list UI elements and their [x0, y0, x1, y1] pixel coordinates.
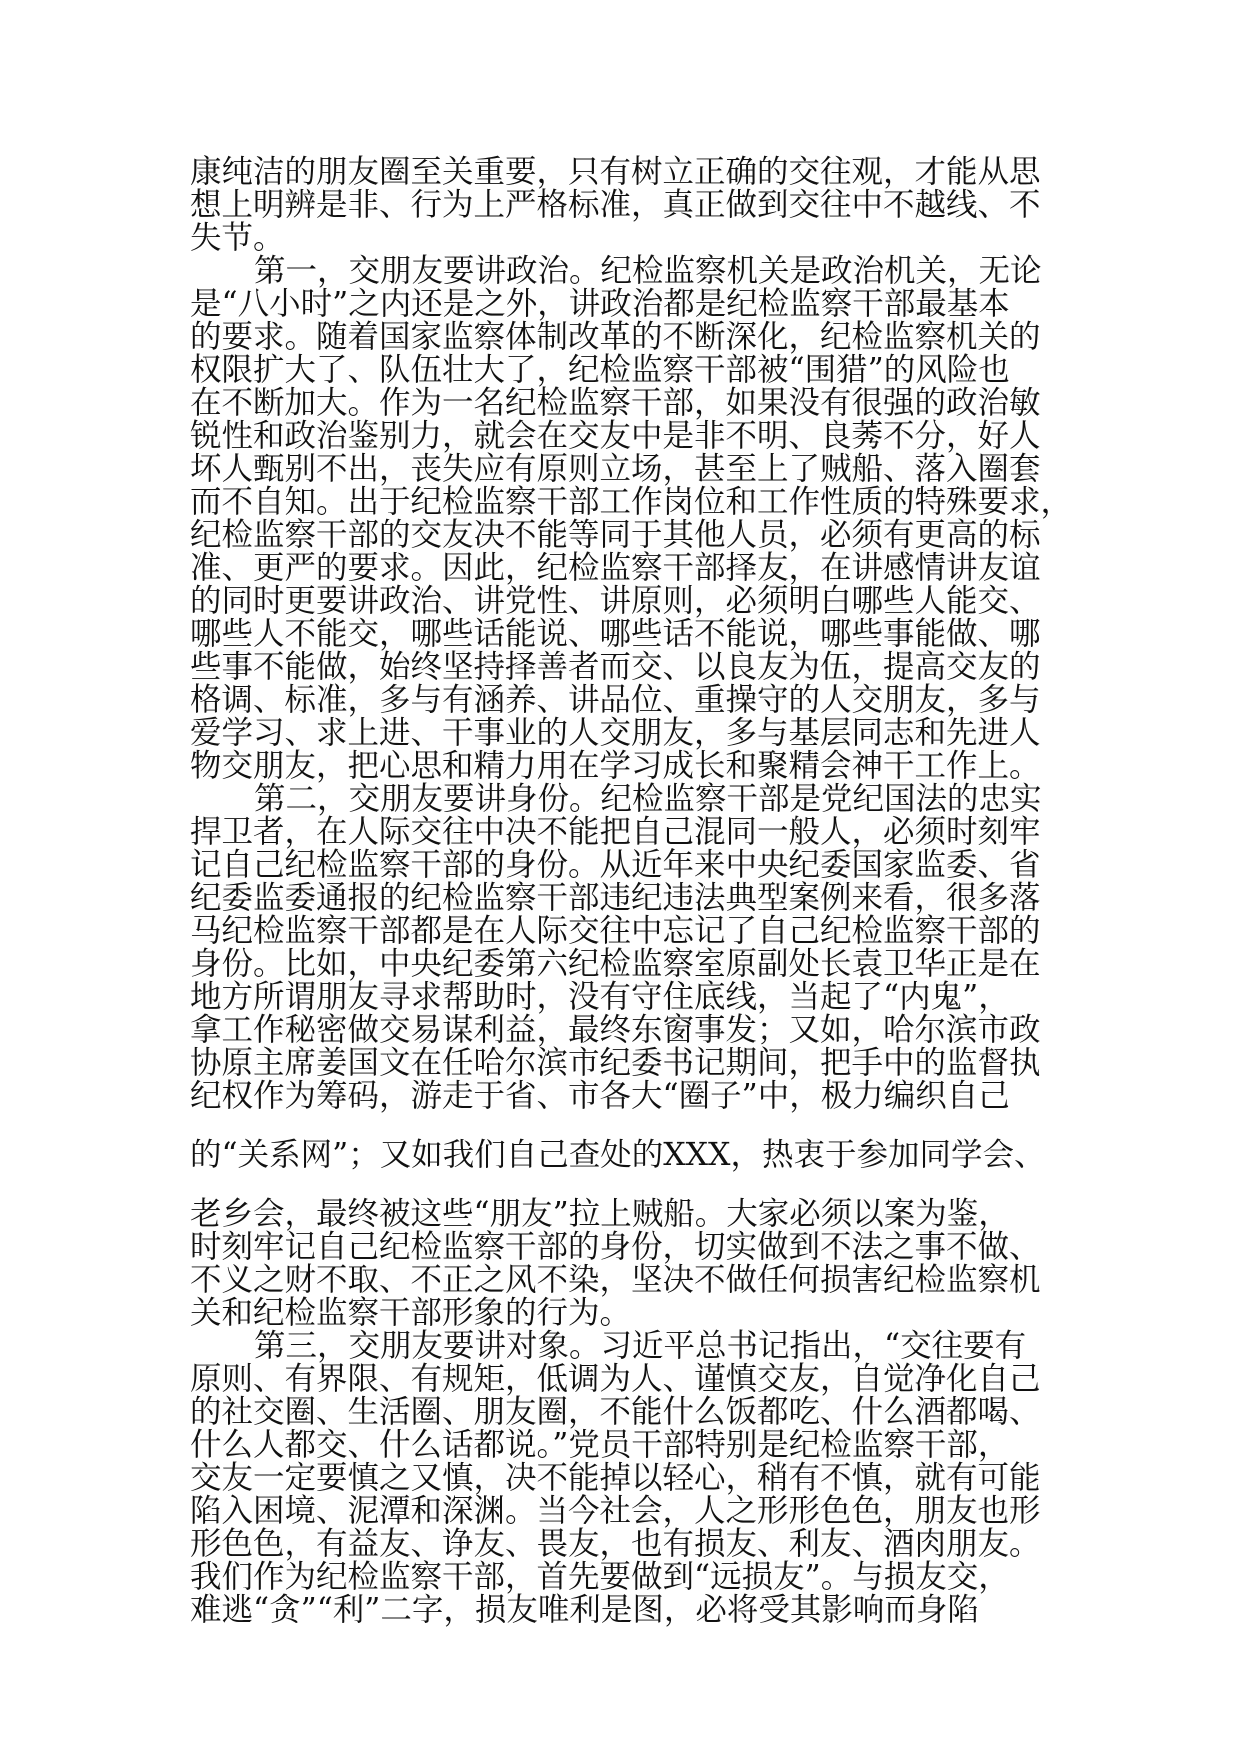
- text-line: 的要求。随着国家监察体制改革的不断深化，纪检监察机关的: [190, 319, 1041, 355]
- paragraph-first-line: 第一，交朋友要讲政治。纪检监察机关是政治机关，无论: [254, 253, 1042, 289]
- text-line: 想上明辨是非、行为上严格标准，真正做到交往中不越线、不: [190, 187, 1041, 223]
- text-line: 形色色，有益友、诤友、畏友，也有损友、利友、酒肉朋友。: [190, 1526, 1041, 1562]
- text-line: 哪些人不能交，哪些话能说、哪些话不能说，哪些事能做、哪: [190, 616, 1041, 652]
- text-line: 格调、标准，多与有涵养、讲品位、重操守的人交朋友，多与: [190, 682, 1041, 718]
- text-line: 纪委监委通报的纪检监察干部违纪违法典型案例来看，很多落: [190, 880, 1041, 916]
- text-line: 的社交圈、生活圈、朋友圈，不能什么饭都吃、什么酒都喝、: [190, 1394, 1041, 1430]
- text-line: 康纯洁的朋友圈至关重要，只有树立正确的交往观，才能从思: [190, 154, 1041, 190]
- text-line: 不义之财不取、不正之风不染，坚决不做任何损害纪检监察机: [190, 1262, 1041, 1298]
- text-line: 物交朋友，把心思和精力用在学习成长和聚精会神干工作上。: [190, 748, 1041, 784]
- text-line: 老乡会，最终被这些“朋友”拉上贼船。大家必须以案为鉴，: [190, 1196, 1010, 1232]
- text-line: 身份。比如，中央纪委第六纪检监察室原副处长袁卫华正是在: [190, 946, 1041, 982]
- paragraph-first-line: 第二，交朋友要讲身份。纪检监察干部是党纪国法的忠实: [254, 781, 1042, 817]
- text-line: 权限扩大了、队伍壮大了，纪检监察干部被“围猎”的风险也: [190, 352, 1010, 388]
- text-line: 马纪检监察干部都是在人际交往中忘记了自己纪检监察干部的: [190, 913, 1041, 949]
- text-line: 坏人甄别不出，丧失应有原则立场，甚至上了贼船、落入圈套: [190, 451, 1041, 487]
- text-line: 记自己纪检监察干部的身份。从近年来中央纪委国家监委、省: [190, 847, 1041, 883]
- text-line: 纪权作为筹码，游走于省、市各大“圈子”中，极力编织自己: [190, 1078, 1010, 1114]
- text-line: 我们作为纪检监察干部，首先要做到“远损友”。与损友交，: [190, 1559, 1010, 1595]
- text-line: 交友一定要慎之又慎，决不能掉以轻心，稍有不慎，就有可能: [190, 1460, 1041, 1496]
- text-line: 什么人都交、什么话都说。”党员干部特别是纪检监察干部，: [190, 1427, 1010, 1463]
- text-line: 捍卫者，在人际交往中决不能把自己混同一般人，必须时刻牢: [190, 814, 1041, 850]
- text-line: 纪检监察干部的交友决不能等同于其他人员，必须有更高的标: [190, 517, 1041, 553]
- text-line: 拿工作秘密做交易谋利益，最终东窗事发；又如，哈尔滨市政: [190, 1012, 1041, 1048]
- text-line: 协原主席姜国文在任哈尔滨市纪委书记期间，把手中的监督执: [190, 1045, 1041, 1081]
- text-line: 爱学习、求上进、干事业的人交朋友，多与基层同志和先进人: [190, 715, 1041, 751]
- document-page: [190, 154, 1073, 1628]
- text-line: 陷入困境、泥潭和深渊。当今社会，人之形形色色，朋友也形: [190, 1493, 1041, 1529]
- text-line: 的“关系网”；又如我们自己查处的XXX，热衷于参加同学会、: [190, 1137, 1046, 1173]
- text-line: 关和纪检监察干部形象的行为。: [190, 1295, 632, 1331]
- text-line: 时刻牢记自己纪检监察干部的身份，切实做到不法之事不做、: [190, 1229, 1041, 1265]
- text-line: 在不断加大。作为一名纪检监察干部，如果没有很强的政治敏: [190, 385, 1041, 421]
- text-line: 些事不能做，始终坚持择善者而交、以良友为伍，提高交友的: [190, 649, 1041, 685]
- text-line: 失节。: [190, 220, 285, 256]
- text-line: 而不自知。出于纪检监察干部工作岗位和工作性质的特殊要求，: [190, 484, 1073, 520]
- text-line: 难逃“贪”“利”二字，损友唯利是图，必将受其影响而身陷: [190, 1592, 979, 1628]
- paragraph-first-line: 第三，交朋友要讲对象。习近平总书记指出，“交往要有: [254, 1328, 1027, 1364]
- text-line: 准、更严的要求。因此，纪检监察干部择友，在讲感情讲友谊: [190, 550, 1041, 586]
- text-line: 地方所谓朋友寻求帮助时，没有守住底线，当起了“内鬼”，: [190, 979, 1010, 1015]
- text-line: 的同时更要讲政治、讲党性、讲原则，必须明白哪些人能交、: [190, 583, 1041, 619]
- text-line: 锐性和政治鉴别力，就会在交友中是非不明、良莠不分，好人: [190, 418, 1041, 454]
- text-line: 是“八小时”之内还是之外，讲政治都是纪检监察干部最基本: [190, 286, 1010, 322]
- text-line: 原则、有界限、有规矩，低调为人、谨慎交友，自觉净化自己: [190, 1361, 1041, 1397]
